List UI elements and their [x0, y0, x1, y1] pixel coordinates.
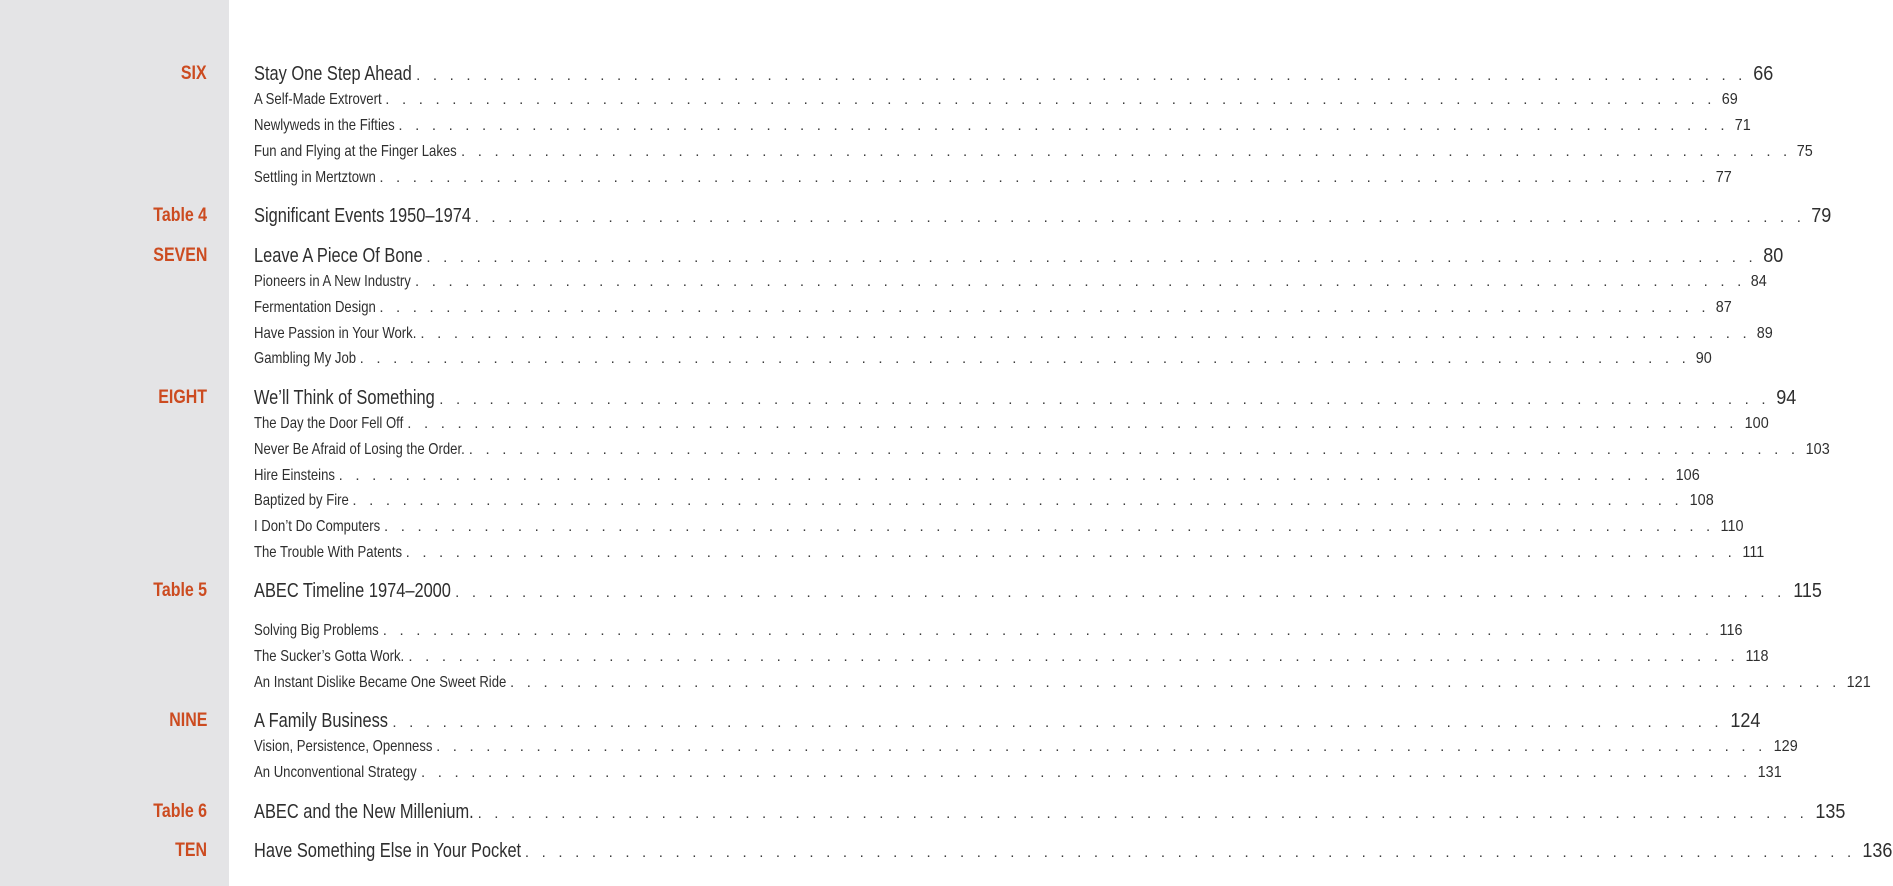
section-label: NINE	[168, 710, 207, 731]
dot-leader: . . . . . . . . . . . . . . . . . . . . . . . . . . . . . . . . . . . . . . . . . . . . . . . . . . . . . . . . . . . . . . . . . . . . . . . . . . . . . . . .	[426, 249, 1757, 266]
toc-sub-entry[interactable]	[254, 90, 1738, 110]
toc-sub-entry[interactable]	[254, 543, 1765, 563]
entry-title: Settling in Mertztown	[254, 169, 376, 186]
section-label: TEN	[175, 840, 207, 861]
entry-title: Vision, Persistence, Openness	[254, 738, 433, 755]
toc-main-entry[interactable]	[254, 800, 1846, 826]
page-number: 103	[1805, 441, 1830, 458]
page-number: 118	[1745, 648, 1769, 665]
toc-main-entry[interactable]	[254, 244, 1784, 270]
toc-sub-entry[interactable]	[254, 466, 1700, 486]
entry-title: I Don’t Do Computers	[254, 518, 381, 535]
dot-leader: . . . . . . . . . . . . . . . . . . . . . . . . . . . . . . . . . . . . . . . . . . . . . . . . . . . . . . . . . . . . . . . . . . . . . . . . . . . . . . . .	[416, 67, 1747, 84]
page-number: 89	[1756, 325, 1773, 342]
dot-leader: . . . . . . . . . . . . . . . . . . . . . . . . . . . . . . . . . . . . . . . . . . . . . . . . . . . . . . . . . . . . . . . . . . . . . . . . . . . . . . . .	[392, 714, 1723, 731]
toc-sub-entry[interactable]	[254, 116, 1751, 136]
entry-title: Significant Events 1950–1974	[254, 205, 472, 227]
dot-leader: . . . . . . . . . . . . . . . . . . . . . . . . . . . . . . . . . . . . . . . . . . . . . . . . . . . . . . . . . . . . . . . . . . . . . . . . . . . . . . . .	[382, 622, 1714, 639]
page-number: 110	[1720, 518, 1744, 535]
entry-title: Leave A Piece Of Bone	[254, 245, 423, 267]
dot-leader: . . . . . . . . . . . . . . . . . . . . . . . . . . . . . . . . . . . . . . . . . . . . . . . . . . . . . . . . . . . . . . . . . . . . . . . . . . . . . . . .	[524, 844, 1856, 861]
dot-leader: . . . . . . . . . . . . . . . . . . . . . . . . . . . . . . . . . . . . . . . . . . . . . . . . . . . . . . . . . . . . . . . . . . . . . . . . . . . . . . . .	[385, 91, 1716, 108]
page-number: 135	[1815, 801, 1846, 823]
entry-title: Stay One Step Ahead	[254, 63, 412, 85]
page-number: 106	[1675, 467, 1700, 484]
entry-title: Baptized by Fire	[254, 492, 349, 509]
toc-sub-entry[interactable]	[254, 440, 1830, 460]
dot-leader: . . . . . . . . . . . . . . . . . . . . . . . . . . . . . . . . . . . . . . . . . . . . . . . . . . . . . . . . . . . . . . . . . . . . . . . . . . . . . . . .	[461, 143, 1792, 160]
entry-title: A Self-Made Extrovert	[254, 91, 382, 108]
toc-main-entry[interactable]	[254, 709, 1761, 735]
page-number: 87	[1715, 299, 1732, 316]
entry-title: An Instant Dislike Became One Sweet Ride	[254, 674, 507, 691]
page-number: 108	[1689, 492, 1714, 509]
toc-main-entry[interactable]	[254, 62, 1773, 88]
entry-title: Never Be Afraid of Losing the Order.	[254, 441, 465, 458]
dot-leader: . . . . . . . . . . . . . . . . . . . . . . . . . . . . . . . . . . . . . . . . . . . . . . . . . . . . . . . . . . . . . . . . . . . . . . . . . . . . . . . .	[455, 584, 1786, 601]
toc-main-entry[interactable]	[254, 839, 1893, 865]
section-label: Table 5	[153, 580, 207, 601]
page-number: 69	[1721, 91, 1738, 108]
entry-title: Have Something Else in Your Pocket	[254, 840, 522, 862]
entry-title: Fun and Flying at the Finger Lakes	[254, 143, 457, 160]
entry-title: ABEC and the New Millenium.	[254, 801, 474, 823]
toc-sub-entry[interactable]	[254, 621, 1743, 641]
page-number: 66	[1752, 63, 1773, 85]
dot-leader: . . . . . . . . . . . . . . . . . . . . . . . . . . . . . . . . . . . . . . . . . . . . . . . . . . . . . . . . . . . . . . . . . . . . . . . . . . . . . . . .	[407, 415, 1738, 432]
dot-leader: . . . . . . . . . . . . . . . . . . . . . . . . . . . . . . . . . . . . . . . . . . . . . . . . . . . . . . . . . . . . . . . . . . . . . . . . . . . . . . . .	[398, 117, 1729, 134]
page-number: 79	[1811, 205, 1832, 227]
toc-sub-entry[interactable]	[254, 414, 1769, 434]
toc-sub-entry[interactable]	[254, 168, 1732, 188]
section-label: EIGHT	[158, 387, 207, 408]
toc-sub-entry[interactable]	[254, 298, 1732, 318]
section-label: Table 4	[153, 205, 207, 226]
page-number: 90	[1695, 350, 1712, 367]
dot-leader: . . . . . . . . . . . . . . . . . . . . . . . . . . . . . . . . . . . . . . . . . . . . . . . . . . . . . . . . . . . . . . . . . . . . . . . . . . . . . . . .	[439, 391, 1770, 408]
page-number: 115	[1792, 580, 1822, 602]
page-number: 94	[1775, 387, 1796, 409]
dot-leader: . . . . . . . . . . . . . . . . . . . . . . . . . . . . . . . . . . . . . . . . . . . . . . . . . . . . . . . . . . . . . . . . . . . . . . . . . . . . . . . .	[420, 325, 1751, 342]
page-number: 121	[1847, 674, 1872, 691]
toc-sub-entry[interactable]	[254, 517, 1744, 537]
entry-title: The Day the Door Fell Off	[254, 415, 404, 432]
entry-title: The Trouble With Patents	[254, 544, 403, 561]
toc-sub-entry[interactable]	[254, 673, 1872, 693]
toc-sub-entry[interactable]	[254, 491, 1714, 511]
dot-leader: . . . . . . . . . . . . . . . . . . . . . . . . . . . . . . . . . . . . . . . . . . . . . . . . . . . . . . . . . . . . . . . . . . . . . . . . . . . . . . . .	[405, 544, 1737, 561]
entry-title: We’ll Think of Something	[254, 387, 435, 409]
page-number: 75	[1797, 143, 1814, 160]
page-number: 116	[1719, 622, 1743, 639]
section-label: SIX	[181, 63, 207, 84]
entry-title: The Sucker’s Gotta Work.	[254, 648, 405, 665]
dot-leader: . . . . . . . . . . . . . . . . . . . . . . . . . . . . . . . . . . . . . . . . . . . . . . . . . . . . . . . . . . . . . . . . . . . . . . . . . . . . . . . .	[474, 209, 1806, 226]
dot-leader: . . . . . . . . . . . . . . . . . . . . . . . . . . . . . . . . . . . . . . . . . . . . . . . . . . . . . . . . . . . . . . . . . . . . . . . . . . . . . . . .	[384, 518, 1715, 535]
entry-title: Gambling My Job	[254, 350, 357, 367]
page-number: 131	[1758, 764, 1783, 781]
toc-sub-entry[interactable]	[254, 272, 1768, 292]
toc-main-entry[interactable]	[254, 386, 1796, 412]
dot-leader: . . . . . . . . . . . . . . . . . . . . . . . . . . . . . . . . . . . . . . . . . . . . . . . . . . . . . . . . . . . . . . . . . . . . . . . . . . . . . . . .	[338, 467, 1670, 484]
page-number: 100	[1744, 415, 1769, 432]
page-number: 136	[1862, 840, 1893, 862]
page-number: 124	[1730, 710, 1761, 732]
dot-leader: . . . . . . . . . . . . . . . . . . . . . . . . . . . . . . . . . . . . . . . . . . . . . . . . . . . . . . . . . . . . . . . . . . . . . . . . . . . . . . . .	[359, 350, 1691, 367]
page-number: 71	[1734, 117, 1751, 134]
entry-title: Hire Einsteins	[254, 467, 335, 484]
page-number: 84	[1751, 273, 1768, 290]
toc-sub-entry[interactable]	[254, 349, 1712, 369]
section-label: Table 6	[153, 801, 207, 822]
toc-sub-entry[interactable]	[254, 737, 1798, 757]
entry-title: Newlyweds in the Fifties	[254, 117, 395, 134]
dot-leader: . . . . . . . . . . . . . . . . . . . . . . . . . . . . . . . . . . . . . . . . . . . . . . . . . . . . . . . . . . . . . . . . . . . . . . . . . . . . . . . .	[408, 648, 1739, 665]
dot-leader: . . . . . . . . . . . . . . . . . . . . . . . . . . . . . . . . . . . . . . . . . . . . . . . . . . . . . . . . . . . . . . . . . . . . . . . . . . . . . . . .	[379, 169, 1710, 186]
dot-leader: . . . . . . . . . . . . . . . . . . . . . . . . . . . . . . . . . . . . . . . . . . . . . . . . . . . . . . . . . . . . . . . . . . . . . . . . . . . . . . . .	[510, 674, 1841, 691]
dot-leader: . . . . . . . . . . . . . . . . . . . . . . . . . . . . . . . . . . . . . . . . . . . . . . . . . . . . . . . . . . . . . . . . . . . . . . . . . . . . . . . .	[352, 492, 1683, 509]
dot-leader: . . . . . . . . . . . . . . . . . . . . . . . . . . . . . . . . . . . . . . . . . . . . . . . . . . . . . . . . . . . . . . . . . . . . . . . . . . . . . . . .	[421, 764, 1752, 781]
entry-title: Pioneers in A New Industry	[254, 273, 411, 290]
page-number: 80	[1763, 245, 1784, 267]
entry-title: A Family Business	[254, 710, 388, 732]
toc-main-entry[interactable]	[254, 579, 1822, 605]
page-number: 111	[1742, 544, 1765, 561]
section-label: SEVEN	[152, 245, 207, 266]
page-number: 129	[1773, 738, 1798, 755]
entry-title: Have Passion in Your Work.	[254, 325, 417, 342]
toc-sub-entry[interactable]	[254, 763, 1783, 783]
dot-leader: . . . . . . . . . . . . . . . . . . . . . . . . . . . . . . . . . . . . . . . . . . . . . . . . . . . . . . . . . . . . . . . . . . . . . . . . . . . . . . . .	[477, 805, 1808, 822]
toc-sub-entry[interactable]	[254, 324, 1773, 344]
dot-leader: . . . . . . . . . . . . . . . . . . . . . . . . . . . . . . . . . . . . . . . . . . . . . . . . . . . . . . . . . . . . . . . . . . . . . . . . . . . . . . . .	[415, 273, 1746, 290]
entry-title: ABEC Timeline 1974–2000	[254, 580, 451, 602]
entry-title: Fermentation Design	[254, 299, 376, 316]
toc-sub-entry[interactable]	[254, 142, 1814, 162]
dot-leader: . . . . . . . . . . . . . . . . . . . . . . . . . . . . . . . . . . . . . . . . . . . . . . . . . . . . . . . . . . . . . . . . . . . . . . . . . . . . . . . .	[468, 441, 1800, 458]
entry-title: Solving Big Problems	[254, 622, 379, 639]
entry-title: An Unconventional Strategy	[254, 764, 417, 781]
dot-leader: . . . . . . . . . . . . . . . . . . . . . . . . . . . . . . . . . . . . . . . . . . . . . . . . . . . . . . . . . . . . . . . . . . . . . . . . . . . . . . . .	[379, 299, 1710, 316]
page-number: 77	[1715, 169, 1732, 186]
toc-main-entry[interactable]	[254, 204, 1832, 230]
toc-sub-entry[interactable]	[254, 647, 1769, 667]
dot-leader: . . . . . . . . . . . . . . . . . . . . . . . . . . . . . . . . . . . . . . . . . . . . . . . . . . . . . . . . . . . . . . . . . . . . . . . . . . . . . . . .	[436, 738, 1767, 755]
